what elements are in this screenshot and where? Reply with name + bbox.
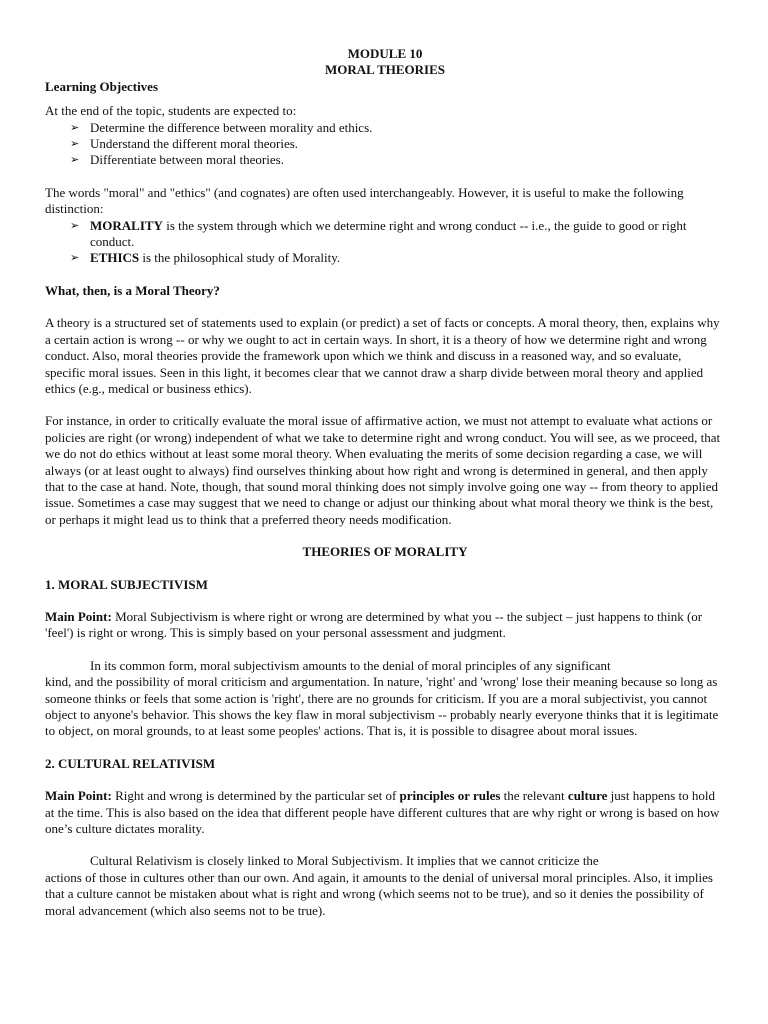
- subjectivism-main-point: Main Point: Moral Subjectivism is where right or wrong are determined by what you -- the subject – just happens to think (or 'feel') is right or wrong. This is simply based on your personal assessment and judgment.: [45, 608, 703, 641]
- objectives-intro: At the end of the topic, students are expected to:: [45, 103, 297, 119]
- list-item: ➢ Understand the different moral theories.: [70, 136, 299, 152]
- document-page: [45, 46, 725, 919]
- subjectivism-paragraph: kind, and the possibility of moral criticism and argumentation. In nature, 'right' and 'wrong' lose their meaning because so long as someone thinks or feels that some action is 'right', there are no grounds for criticism. If you are a moral subjectivist, you cannot object to anyone's behavior. This shows the key flaw in moral subjectivism -- probably nearly everyone thinks that it is legitimate to object, on moral grounds, to at least some peoples' actions. That is, it is possible to disagree about moral issues.: [45, 674, 719, 739]
- objectives-list: [45, 120, 725, 169]
- arrow-bullet-icon: ➢: [70, 154, 80, 167]
- list-item: ➢ Differentiate between moral theories.: [70, 152, 284, 168]
- list-item: ➢ MORALITY is the system through which we determine right and wrong conduct -- i.e., the guide to good or right conduct.: [70, 217, 687, 250]
- term-morality: MORALITY: [90, 217, 163, 233]
- theories-heading: THEORIES OF MORALITY: [302, 544, 468, 560]
- subjectivism-heading: 1. MORAL SUBJECTIVISM: [45, 576, 208, 592]
- arrow-bullet-icon: ➢: [70, 219, 80, 232]
- arrow-bullet-icon: ➢: [70, 252, 80, 265]
- distinction-intro: The words "moral" and "ethics" (and cognates) are often used interchangeably. However, it is useful to make the following distinction:: [45, 184, 684, 217]
- module-title: MORAL THEORIES: [324, 62, 446, 78]
- objectives-heading: Learning Objectives: [45, 78, 159, 94]
- moral-theory-paragraph-2: For instance, in order to critically evaluate the moral issue of affirmative action, we must not attempt to evaluate what actions or policies are right (or wrong) independent of what we take to determine right and wrong conduct. You will see, as we proceed, that we do not do ethics without at least some moral theory. When evaluating the merits of some decision regarding a case, we will always (or at least ought to always) find ourselves thinking about how right and wrong is determined in general, and then apply that to the case at hand. Note, though, that sound moral thinking does not simply involve going one way -- from theory to applied issue. Sometimes a case may suggest that we need to change or adjust our thinking about what moral theory we think is the best, or perhaps it might lead us to think that a preferred theory needs modification.: [45, 413, 721, 527]
- main-point-label: Main Point:: [45, 788, 112, 804]
- distinction-list: [45, 218, 725, 267]
- list-item: ➢ ETHICS is the philosophical study of Morality.: [70, 250, 341, 266]
- relativism-main-point: Main Point: Right and wrong is determined by the particular set of principles or rules the relevant culture just happens to hold at the time. This is also based on the idea that different people have different cultures that are why right or wrong is based on how one’s culture dictates morality.: [45, 788, 720, 837]
- list-item: ➢ Determine the difference between morality and ethics.: [70, 119, 373, 135]
- relativism-heading: 2. CULTURAL RELATIVISM: [45, 755, 216, 771]
- term-ethics: ETHICS: [90, 250, 140, 266]
- moral-theory-heading: What, then, is a Moral Theory?: [45, 282, 220, 298]
- main-point-label: Main Point:: [45, 608, 112, 624]
- moral-theory-paragraph-1: A theory is a structured set of statements used to explain (or predict) a set of facts or concepts. A moral theory, then, explains why a certain action is wrong -- or why we ought to act in certain ways. In short, it is a theory of how we determine right and wrong conduct. Also, moral theories provide the framework upon which we think and discuss in a reasoned way, and so evaluate, specific moral issues. Seen in this light, it becomes clear that we cannot draw a sharp divide between moral theory and applied ethics (e.g., medical or business ethics).: [45, 315, 720, 396]
- subjectivism-paragraph-line1: In its common form, moral subjectivism amounts to the denial of moral principles of any significant: [90, 657, 611, 673]
- arrow-bullet-icon: ➢: [70, 138, 80, 151]
- relativism-paragraph: actions of those in cultures other than our own. And again, it amounts to the denial of universal moral principles. Also, it implies that a culture cannot be mistaken about what is right and wrong (which seems not to be true), and so it denies the possibility of moral advancement (which also seems not to be true).: [45, 869, 713, 918]
- relativism-paragraph-line1: Cultural Relativism is closely linked to Moral Subjectivism. It implies that we cannot criticize the: [90, 853, 599, 869]
- module-number: MODULE 10: [347, 46, 423, 61]
- arrow-bullet-icon: ➢: [70, 121, 80, 134]
